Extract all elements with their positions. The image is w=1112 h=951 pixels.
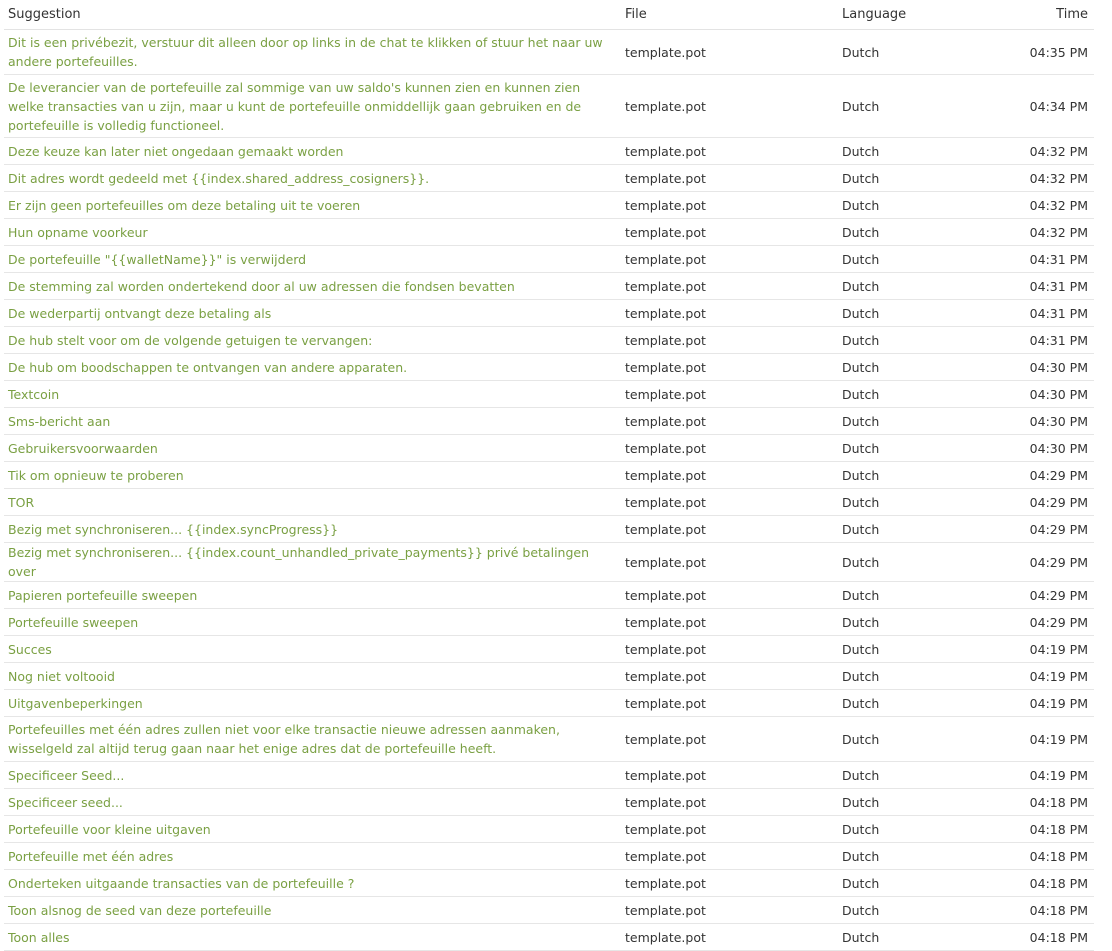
time-cell: 04:29 PM [968, 489, 1094, 516]
file-cell: template.pot [621, 582, 838, 609]
file-cell: template.pot [621, 300, 838, 327]
language-cell: Dutch [838, 690, 968, 717]
suggestion-link[interactable]: Er zijn geen portefeuilles om deze betaling uit te voeren [4, 192, 621, 219]
language-cell: Dutch [838, 489, 968, 516]
language-cell: Dutch [838, 354, 968, 381]
file-cell: template.pot [621, 663, 838, 690]
time-cell: 04:19 PM [968, 636, 1094, 663]
language-cell: Dutch [838, 516, 968, 543]
time-cell: 04:29 PM [968, 543, 1094, 582]
time-cell: 04:32 PM [968, 192, 1094, 219]
suggestion-link[interactable]: Dit adres wordt gedeeld met {{index.shared_address_cosigners}}. [4, 165, 621, 192]
file-cell: template.pot [621, 408, 838, 435]
table-row [4, 924, 1094, 951]
file-cell: template.pot [621, 381, 838, 408]
column-header-language: Language [838, 0, 968, 30]
file-cell: template.pot [621, 609, 838, 636]
language-cell: Dutch [838, 816, 968, 843]
time-cell: 04:30 PM [968, 354, 1094, 381]
table-row [4, 219, 1094, 246]
suggestion-link[interactable]: Sms-bericht aan [4, 408, 621, 435]
time-cell: 04:18 PM [968, 897, 1094, 924]
file-cell: template.pot [621, 717, 838, 762]
suggestion-link[interactable]: Tik om opnieuw te proberen [4, 462, 621, 489]
suggestion-link[interactable]: De stemming zal worden ondertekend door al uw adressen die fondsen bevatten [4, 273, 621, 300]
file-cell: template.pot [621, 789, 838, 816]
suggestion-link[interactable]: De hub stelt voor om de volgende getuigen te vervangen: [4, 327, 621, 354]
time-cell: 04:30 PM [968, 381, 1094, 408]
table-row [4, 408, 1094, 435]
language-cell: Dutch [838, 219, 968, 246]
table-row [4, 543, 1094, 582]
table-row [4, 462, 1094, 489]
time-cell: 04:29 PM [968, 516, 1094, 543]
file-cell: template.pot [621, 762, 838, 789]
suggestion-link[interactable]: Succes [4, 636, 621, 663]
table-row [4, 300, 1094, 327]
language-cell: Dutch [838, 543, 968, 582]
time-cell: 04:18 PM [968, 789, 1094, 816]
time-cell: 04:35 PM [968, 30, 1094, 75]
table-row [4, 897, 1094, 924]
table-row [4, 816, 1094, 843]
time-cell: 04:34 PM [968, 75, 1094, 138]
table-row [4, 843, 1094, 870]
language-cell: Dutch [838, 30, 968, 75]
suggestion-link[interactable]: Specificeer seed... [4, 789, 621, 816]
suggestions-table [4, 0, 1094, 951]
suggestion-link[interactable]: Deze keuze kan later niet ongedaan gemaakt worden [4, 138, 621, 165]
table-row [4, 381, 1094, 408]
file-cell: template.pot [621, 30, 838, 75]
language-cell: Dutch [838, 327, 968, 354]
file-cell: template.pot [621, 165, 838, 192]
file-cell: template.pot [621, 435, 838, 462]
table-row [4, 489, 1094, 516]
file-cell: template.pot [621, 870, 838, 897]
time-cell: 04:29 PM [968, 582, 1094, 609]
language-cell: Dutch [838, 138, 968, 165]
language-cell: Dutch [838, 165, 968, 192]
file-cell: template.pot [621, 543, 838, 582]
file-cell: template.pot [621, 690, 838, 717]
table-row [4, 327, 1094, 354]
time-cell: 04:19 PM [968, 717, 1094, 762]
file-cell: template.pot [621, 246, 838, 273]
suggestion-link[interactable]: Specificeer Seed... [4, 762, 621, 789]
time-cell: 04:32 PM [968, 165, 1094, 192]
table-body [4, 30, 1094, 951]
time-cell: 04:18 PM [968, 843, 1094, 870]
column-header-suggestion: Suggestion [4, 0, 621, 30]
table-row [4, 762, 1094, 789]
file-cell: template.pot [621, 219, 838, 246]
time-cell: 04:18 PM [968, 870, 1094, 897]
table-row [4, 690, 1094, 717]
time-cell: 04:31 PM [968, 327, 1094, 354]
suggestion-link[interactable]: Portefeuille sweepen [4, 609, 621, 636]
table-header-row [4, 0, 1094, 30]
table-row [4, 663, 1094, 690]
table-row [4, 273, 1094, 300]
suggestion-link[interactable]: De portefeuille "{{walletName}}" is verwijderd [4, 246, 621, 273]
suggestion-link[interactable]: Papieren portefeuille sweepen [4, 582, 621, 609]
table-row [4, 789, 1094, 816]
suggestion-link[interactable]: Hun opname voorkeur [4, 219, 621, 246]
suggestion-link[interactable]: Bezig met synchroniseren... {{index.count_unhandled_private_payments}} privé betalingen over [4, 543, 621, 582]
suggestion-link[interactable]: Toon alsnog de seed van deze portefeuille [4, 897, 621, 924]
file-cell: template.pot [621, 75, 838, 138]
language-cell: Dutch [838, 870, 968, 897]
time-cell: 04:32 PM [968, 219, 1094, 246]
time-cell: 04:31 PM [968, 273, 1094, 300]
language-cell: Dutch [838, 246, 968, 273]
language-cell: Dutch [838, 789, 968, 816]
suggestion-link[interactable]: TOR [4, 489, 621, 516]
file-cell: template.pot [621, 897, 838, 924]
table-row [4, 717, 1094, 762]
language-cell: Dutch [838, 408, 968, 435]
suggestion-link[interactable]: Portefeuille voor kleine uitgaven [4, 816, 621, 843]
file-cell: template.pot [621, 816, 838, 843]
time-cell: 04:31 PM [968, 300, 1094, 327]
language-cell: Dutch [838, 435, 968, 462]
language-cell: Dutch [838, 381, 968, 408]
suggestion-link[interactable]: Portefeuilles met één adres zullen niet voor elke transactie nieuwe adressen aanmaken, wisselgeld zal altijd terug gaan naar het enige adres dat de portefeuille heeft. [4, 717, 621, 762]
language-cell: Dutch [838, 843, 968, 870]
file-cell: template.pot [621, 138, 838, 165]
time-cell: 04:30 PM [968, 408, 1094, 435]
file-cell: template.pot [621, 924, 838, 951]
suggestion-link[interactable]: De wederpartij ontvangt deze betaling als [4, 300, 621, 327]
file-cell: template.pot [621, 354, 838, 381]
suggestion-link[interactable]: De hub om boodschappen te ontvangen van andere apparaten. [4, 354, 621, 381]
table-row [4, 138, 1094, 165]
table-row [4, 870, 1094, 897]
table-row [4, 75, 1094, 138]
column-header-time: Time [968, 0, 1094, 30]
file-cell: template.pot [621, 843, 838, 870]
file-cell: template.pot [621, 489, 838, 516]
language-cell: Dutch [838, 762, 968, 789]
language-cell: Dutch [838, 192, 968, 219]
file-cell: template.pot [621, 273, 838, 300]
language-cell: Dutch [838, 636, 968, 663]
language-cell: Dutch [838, 300, 968, 327]
column-header-file: File [621, 0, 838, 30]
suggestion-link[interactable]: Onderteken uitgaande transacties van de portefeuille ? [4, 870, 621, 897]
table-row [4, 354, 1094, 381]
suggestion-link[interactable]: Textcoin [4, 381, 621, 408]
table-row [4, 192, 1094, 219]
suggestion-link[interactable]: Gebruikersvoorwaarden [4, 435, 621, 462]
file-cell: template.pot [621, 327, 838, 354]
language-cell: Dutch [838, 663, 968, 690]
file-cell: template.pot [621, 462, 838, 489]
suggestion-link[interactable]: Nog niet voltooid [4, 663, 621, 690]
time-cell: 04:32 PM [968, 138, 1094, 165]
table-row [4, 30, 1094, 75]
language-cell: Dutch [838, 462, 968, 489]
time-cell: 04:30 PM [968, 435, 1094, 462]
language-cell: Dutch [838, 582, 968, 609]
time-cell: 04:29 PM [968, 462, 1094, 489]
table-row [4, 435, 1094, 462]
table-header [4, 0, 1094, 30]
table-row [4, 636, 1094, 663]
suggestion-link[interactable]: Portefeuille met één adres [4, 843, 621, 870]
language-cell: Dutch [838, 75, 968, 138]
file-cell: template.pot [621, 192, 838, 219]
time-cell: 04:29 PM [968, 609, 1094, 636]
table-row [4, 246, 1094, 273]
language-cell: Dutch [838, 897, 968, 924]
table-row [4, 582, 1094, 609]
table-row [4, 165, 1094, 192]
time-cell: 04:18 PM [968, 924, 1094, 951]
suggestion-link[interactable]: Uitgavenbeperkingen [4, 690, 621, 717]
suggestions-panel [4, 0, 1094, 951]
time-cell: 04:31 PM [968, 246, 1094, 273]
table-row [4, 609, 1094, 636]
file-cell: template.pot [621, 636, 838, 663]
suggestion-link[interactable]: Bezig met synchroniseren... {{index.syncProgress}} [4, 516, 621, 543]
file-cell: template.pot [621, 516, 838, 543]
time-cell: 04:19 PM [968, 762, 1094, 789]
time-cell: 04:19 PM [968, 663, 1094, 690]
time-cell: 04:19 PM [968, 690, 1094, 717]
suggestion-link[interactable]: De leverancier van de portefeuille zal sommige van uw saldo's kunnen zien en kunnen zien welke transacties van u zijn, maar u kunt de portefeuille onmiddellijk gaan gebruiken en de portefeuille is volledig functioneel. [4, 75, 621, 138]
suggestion-link[interactable]: Dit is een privébezit, verstuur dit alleen door op links in de chat te klikken of stuur het naar uw andere portefeuilles. [4, 30, 621, 75]
time-cell: 04:18 PM [968, 816, 1094, 843]
language-cell: Dutch [838, 609, 968, 636]
language-cell: Dutch [838, 924, 968, 951]
language-cell: Dutch [838, 273, 968, 300]
suggestion-link[interactable]: Toon alles [4, 924, 621, 951]
language-cell: Dutch [838, 717, 968, 762]
table-row [4, 516, 1094, 543]
